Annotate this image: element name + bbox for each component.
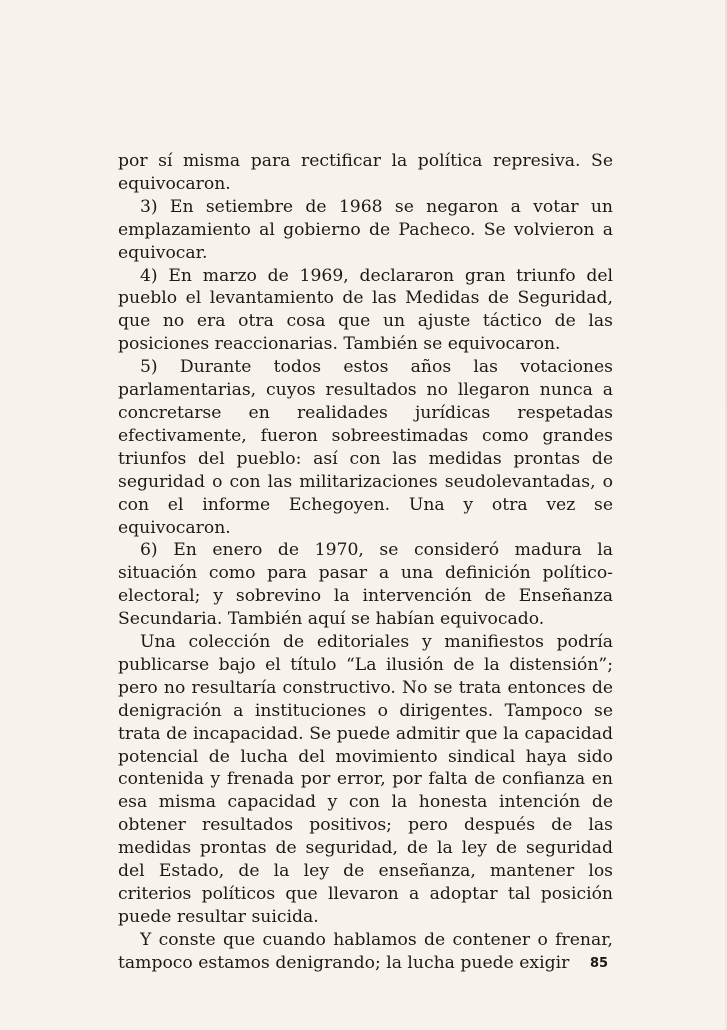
page-number: 85 (590, 956, 609, 971)
paragraph: por sí misma para rectificar la política represiva. Se equivocaron. (118, 151, 613, 194)
paragraph: Y conste que cuando hablamos de contener o frenar, tampoco estamos denigrando; la lucha puede exigir (118, 929, 613, 973)
paragraph: Una colección de editoriales y manifiestos podría publicarse bajo el título “La ilusión de la distensión”; pero no resultaría constructivo. No se trata entonces de denigración a instituciones o dirigentes. Tampoco se trata de incapacidad. Se puede admitir que la capacidad potencial de lucha del movimiento sindical haya sido contenida y frenada por error, por falta de confianza en esa misma capacidad y con la honesta intención de obtener resultados positivos; pero después de las medidas prontas de seguridad, de la ley de seguridad del Estado, de la ley de enseñanza, mantener los criterios políticos que llevaron a adoptar tal posición puede resultar suicida. (118, 632, 613, 927)
paragraph: 3) En setiembre de 1968 se negaron a votar un emplazamiento al gobierno de Pacheco. Se volvieron a equivocar. (118, 196, 613, 263)
paragraph: 6) En enero de 1970, se consideró madura la situación como para pasar a una definición político-electoral; y sobrevino la intervención de Enseñanza Secundaria. También aquí se habían equivocado. (118, 540, 613, 630)
paragraph: 5) Durante todos estos años las votaciones parlamentarias, cuyos resultados no llegaron nunca a concretarse en realidades jurídicas respetadas efectivamente, fueron sobreestimadas como grandes triunfos del pueblo: así con las medidas prontas de seguridad o con las militarizaciones seudolevantadas, o con el informe Echegoyen. Una y otra vez se equivocaron. (118, 357, 613, 538)
paragraph: 4) En marzo de 1969, declararon gran triunfo del pueblo el levantamiento de las Medidas de Seguridad, que no era otra cosa que un ajuste táctico de las posiciones reaccionarias. También se equivocaron. (118, 265, 613, 355)
body-text (118, 150, 613, 975)
